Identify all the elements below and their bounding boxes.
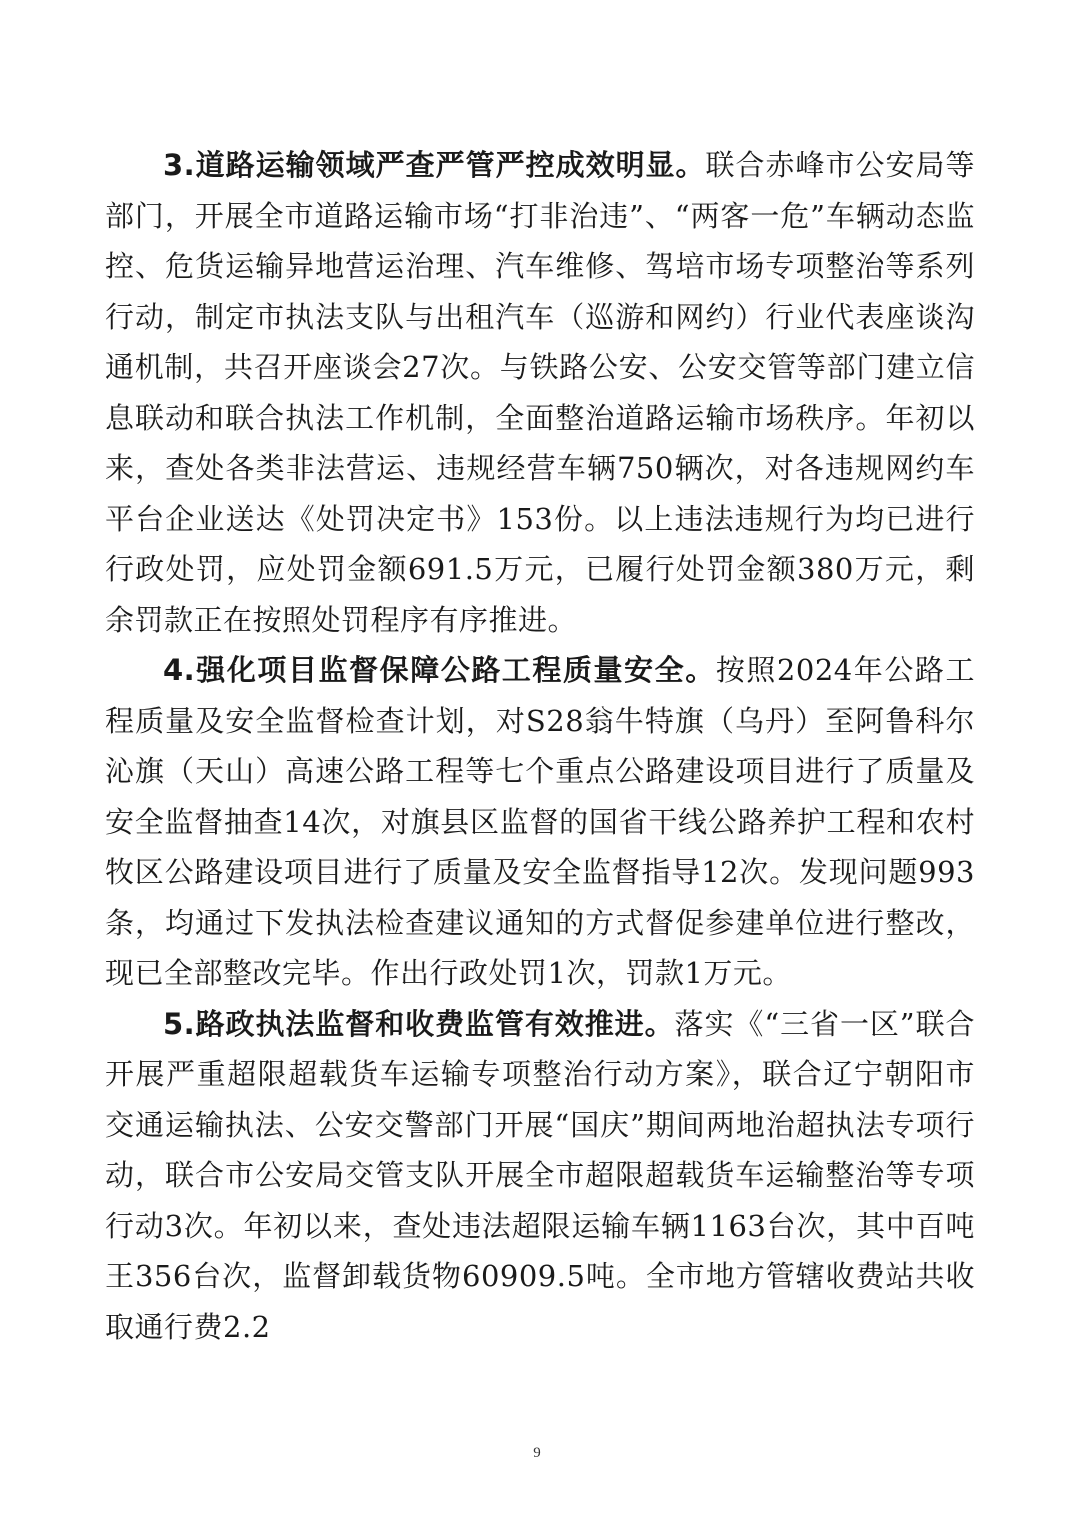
paragraph-text: 按照2024年公路工程质量及安全监督检查计划，对S28翁牛特旗（乌丹）至阿鲁科尔沁旗（天山）高速公路工程等七个重点公路建设项目进行了质量及安全监督抽查14次，对旗县区监督的国省干线公路养护工程和农村牧区公路建设项目进行了质量及安全监督指导12次。发现问题993条，均通过下发执法检查建议通知的方式督促参建单位进行整改，现已全部整改完毕。作出行政处罚1次，罚款1万元。 [105,653,975,990]
paragraph-heading: 5.路政执法监督和收费监管有效推进。 [163,1006,675,1041]
paragraph-heading: 4.强化项目监督保障公路工程质量安全。 [163,653,716,687]
page-number: 9 [533,1445,541,1461]
paragraph-road-transport [105,140,975,645]
paragraph-heading: 3.道路运输领域严查严管严控成效明显。 [163,148,706,182]
paragraph-text: 联合赤峰市公安局等部门，开展全市道路运输市场“打非治违”、“两客一危”车辆动态监控、危货运输异地营运治理、汽车维修、驾培市场专项整治等系列行动，制定市执法支队与出租汽车（巡游和网约）行业代表座谈沟通机制，共召开座谈会27次。与铁路公安、公安交管等部门建立信息联动和联合执法工作机制，全面整治道路运输市场秩序。年初以来，查处各类非法营运、违规经营车辆750辆次，对各违规网约车平台企业送达《处罚决定书》153份。以上违法违规行为均已进行行政处罚，应处罚金额691.5万元，已履行处罚金额380万元，剩余罚款正在按照处罚程序有序推进。 [105,148,975,637]
document-body [105,140,975,1352]
paragraph-project-supervision [105,645,975,999]
paragraph-text: 落实《“三省一区”联合开展严重超限超载货车运输专项整治行动方案》，联合辽宁朝阳市交通运输执法、公安交警部门开展“国庆”期间两地治超执法专项行动，联合市公安局交管支队开展全市超限超载货车运输整治等专项行动3次。年初以来，查处违法超限运输车辆1163台次，其中百吨王356台次，监督卸载货物60909.5吨。全市地方管辖收费站共收取通行费2.2 [105,1006,975,1344]
paragraph-road-administration [105,999,975,1353]
